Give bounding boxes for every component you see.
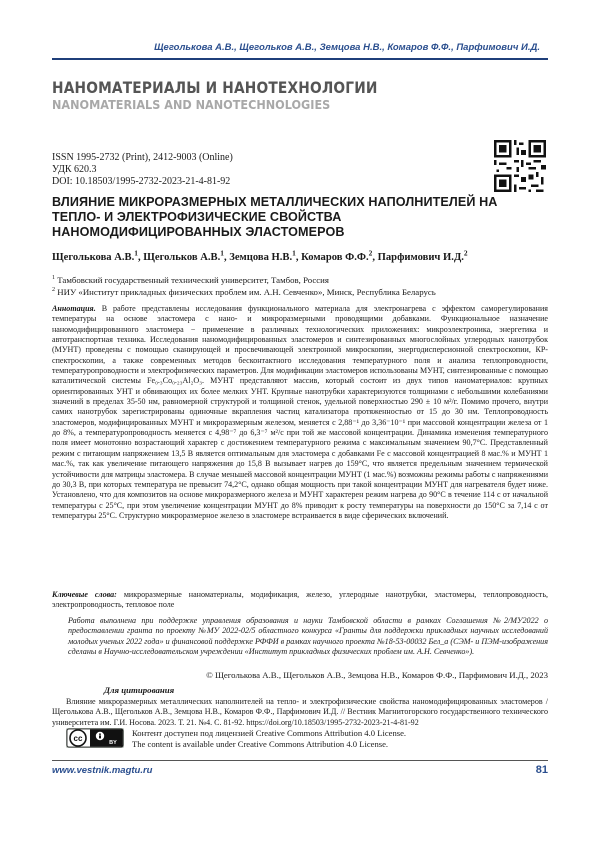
running-head: Щеголькова А.В., Щегольков А.В., Земцова Н.В., Комаров Ф.Ф., Парфимович И.Д. [52,42,540,53]
citation-text: Влияние микроразмерных металлических наполнителей на тепло- и электрофизические свойства наномодифицированных эластомеров / Щеголькова А.В., Щегольков А.В., Земцова Н.В., Комаров Ф.Ф., Парфимович И.Д. // Вестник Магнитогорского государственного технического университета им. Г.И. Носова. 2023. Т. 21. №4. С. 81-92. https://doi.org/10.18503/1995-2732-2023-21-4-81-92 [52,697,548,728]
citation-heading: Для цитирования [104,685,174,695]
author: Щегольков А.В. [143,252,220,263]
author-sup: 2 [464,248,468,257]
copyright: © Щеголькова А.В., Щегольков А.В., Земцова Н.В., Комаров Ф.Ф., Парфимович И.Д., 2023 [52,670,548,680]
funding-note: Работа выполнена при поддержке управления образования и науки Тамбовской области в рамках Соглашения №2/МУ2022 о предоставлении гранта по проекту №МУ 2022-02/5 областного конкурса «Гранты для поддержки прикладных научных исследований молодых ученых 2022 года» и финансовой поддержке РФФИ в рамках научного проекта №18-53-00032 Бел_а (СЭМ- и ПЭМ-изображения сделаны в Научно-исследовательском учреждении «Институт прикладных физических проблем им. А.Н. Севченко»). [68,616,548,658]
author: Щеголькова А.В. [52,252,134,263]
author: Комаров Ф.Ф. [301,252,368,263]
cc-badge-text: cc [74,734,83,743]
abstract-label: Аннотация. [52,304,96,313]
license-ru: Контент доступен под лицензией Creative Commons Attribution 4.0 License. [132,728,406,739]
keywords [52,590,548,611]
qr-code-icon [494,140,546,192]
issn: ISSN 1995-2732 (Print), 2412-9003 (Online) [52,152,233,164]
author-sup: 1 [292,248,296,257]
author-sup: 1 [134,248,138,257]
affiliation-num: 1 [52,275,55,281]
section-title-ru: НАНОМАТЕРИАЛЫ И НАНОТЕХНОЛОГИИ [52,78,378,97]
by-badge-text: BY [109,740,117,746]
udk: УДК 620.3 [52,164,97,176]
cc-by-license-icon[interactable] [66,728,124,748]
journal-url-link[interactable]: www.vestnik.magtu.ru [52,765,152,776]
page-number: 81 [520,764,548,776]
affiliation-text: Тамбовский государственный технический университет, Тамбов, Россия [57,275,329,285]
author: Парфимович И.Д. [378,252,464,263]
article-title: ВЛИЯНИЕ МИКРОРАЗМЕРНЫХ МЕТАЛЛИЧЕСКИХ НАПОЛНИТЕЛЕЙ НА ТЕПЛО- И ЭЛЕКТРОФИЗИЧЕСКИЕ СВОЙСТВА НАНОМОДИФИЦИРОВАННЫХ ЭЛАСТОМЕРОВ [52,195,512,240]
keywords-text: микроразмерные наноматериалы, модификация, железо, углеродные нанотрубки, эластомеры, теплопроводность, электропроводность, тепловое поле [52,590,548,609]
abstract-text: В работе представлены исследования функционального материала для электронагрева с эффектом саморегулирования температуры на основе эластомера с нано- и микроразмерными проводящими добавками. Функциональное назначение наномодифицированного эластомера − применение в различных технологических приложениях: микроэлектроника, энергетика и автотранспортная техника. Исследования наномодифицированных эластомеров и синтезированных многослойных углеродных нанотрубок (МУНТ) проведены с помощью сканирующей и просвечивающей электронной микроскопии, энергодисперсионной спектроскопии, КР-спектроскопии, а также современных методов бесконтактного исследования температурного поля и анализа теплопроводности, температуропроводности и электрофизических параметров. Для модификации эластомеров использованы МУНТ, синтезированные с помощью каталитической системы Fe₀.₃Co₀.₂₃Al₂O₃. МУНТ представляют массив, который состоит из двух типов наноматериалов: крупных ориентированных УНТ и обвивающих их более мелких УНТ. Крупные нанотрубки характеризуются толщинами с небольшими колебаниями значений в пределах 35-50 нм, равномерной структурой и толщиной стенок, удельной поверхностью 290 ± 10 м²/г. Помимо прочего, внутри самих нанотрубок зарегистрированы одиночные вкрапления частиц катализатора протяженностью от 15 до 30 нм. Теплопроводность эластомеров, модифицированных МУНТ и микроразмерным железом, меняется с 2,88⁻¹ до 3,36⁻10⁻¹ при массовой концентрации железа от 1 до 8%, а температуропроводность меняется с 4,98⁻⁷ до 6,3⁻⁷ м²/с при той же массовой концентрации. Динамика изменения температурного поля имеет монотонно возрастающий характер с достижением температурного режима с максимальным значением 90,7°С. Представленный режим с питающим напряжением 13,5 В является оптимальным для эластомера с добавками Fe с массовой концентрацией 8 мас.% и МУНТ 1 мас.%, так как увеличение питающего напряжения до 15,8 В вызывает нагрев до 159°С, что является предельным значением термической устойчивости для матрицы эластомера. В случае меньшей массовой концентрации МУНТ (1 мас.%) возможны режимы работы с напряжениями до 30,3 В, при которых температура не превысит 74,2°С, однако общая мощность при такой концентрации МУНТ для нагревателя будет ниже. Установлено, что для композитов на основе микроразмерного железа и МУНТ характерен режим нагрева до 90°С в течение 114 с от начальной температуры с 25°С, при этом увеличение концентрации МУНТ до 8% приводит к росту температуры на поверхности до 150°С за 7,14 с от температуры 25°С. Структурно микроразмерное железо в эластомере встраивается в виде сферических включений. [52,304,548,520]
keywords-label: Ключевые слова: [52,590,117,599]
author-sup: 1 [220,248,224,257]
footer-rule [52,760,548,761]
doi: DOI: 10.18503/1995-2732-2023-21-4-81-92 [52,176,230,188]
abstract [52,304,548,521]
affiliation-num: 2 [52,287,55,293]
license-text [132,728,406,749]
section-title-en: NANOMATERIALS AND NANOTECHNOLOGIES [52,97,330,112]
affiliation-2 [52,287,436,298]
header-rule [52,58,548,60]
authors: Щеголькова А.В.1, Щегольков А.В.1, Земцова Н.В.1, Комаров Ф.Ф.2, Парфимович И.Д.2 [52,252,468,263]
license-en: The content is available under Creative Commons Attribution 4.0 License. [132,739,406,750]
author-sup: 2 [369,248,373,257]
affiliation-text: НИУ «Институт прикладных физических проблем им. А.Н. Севченко», Минск, Республика Беларусь [57,287,436,297]
author: Земцова Н.В. [229,252,292,263]
affiliation-1 [52,275,329,286]
